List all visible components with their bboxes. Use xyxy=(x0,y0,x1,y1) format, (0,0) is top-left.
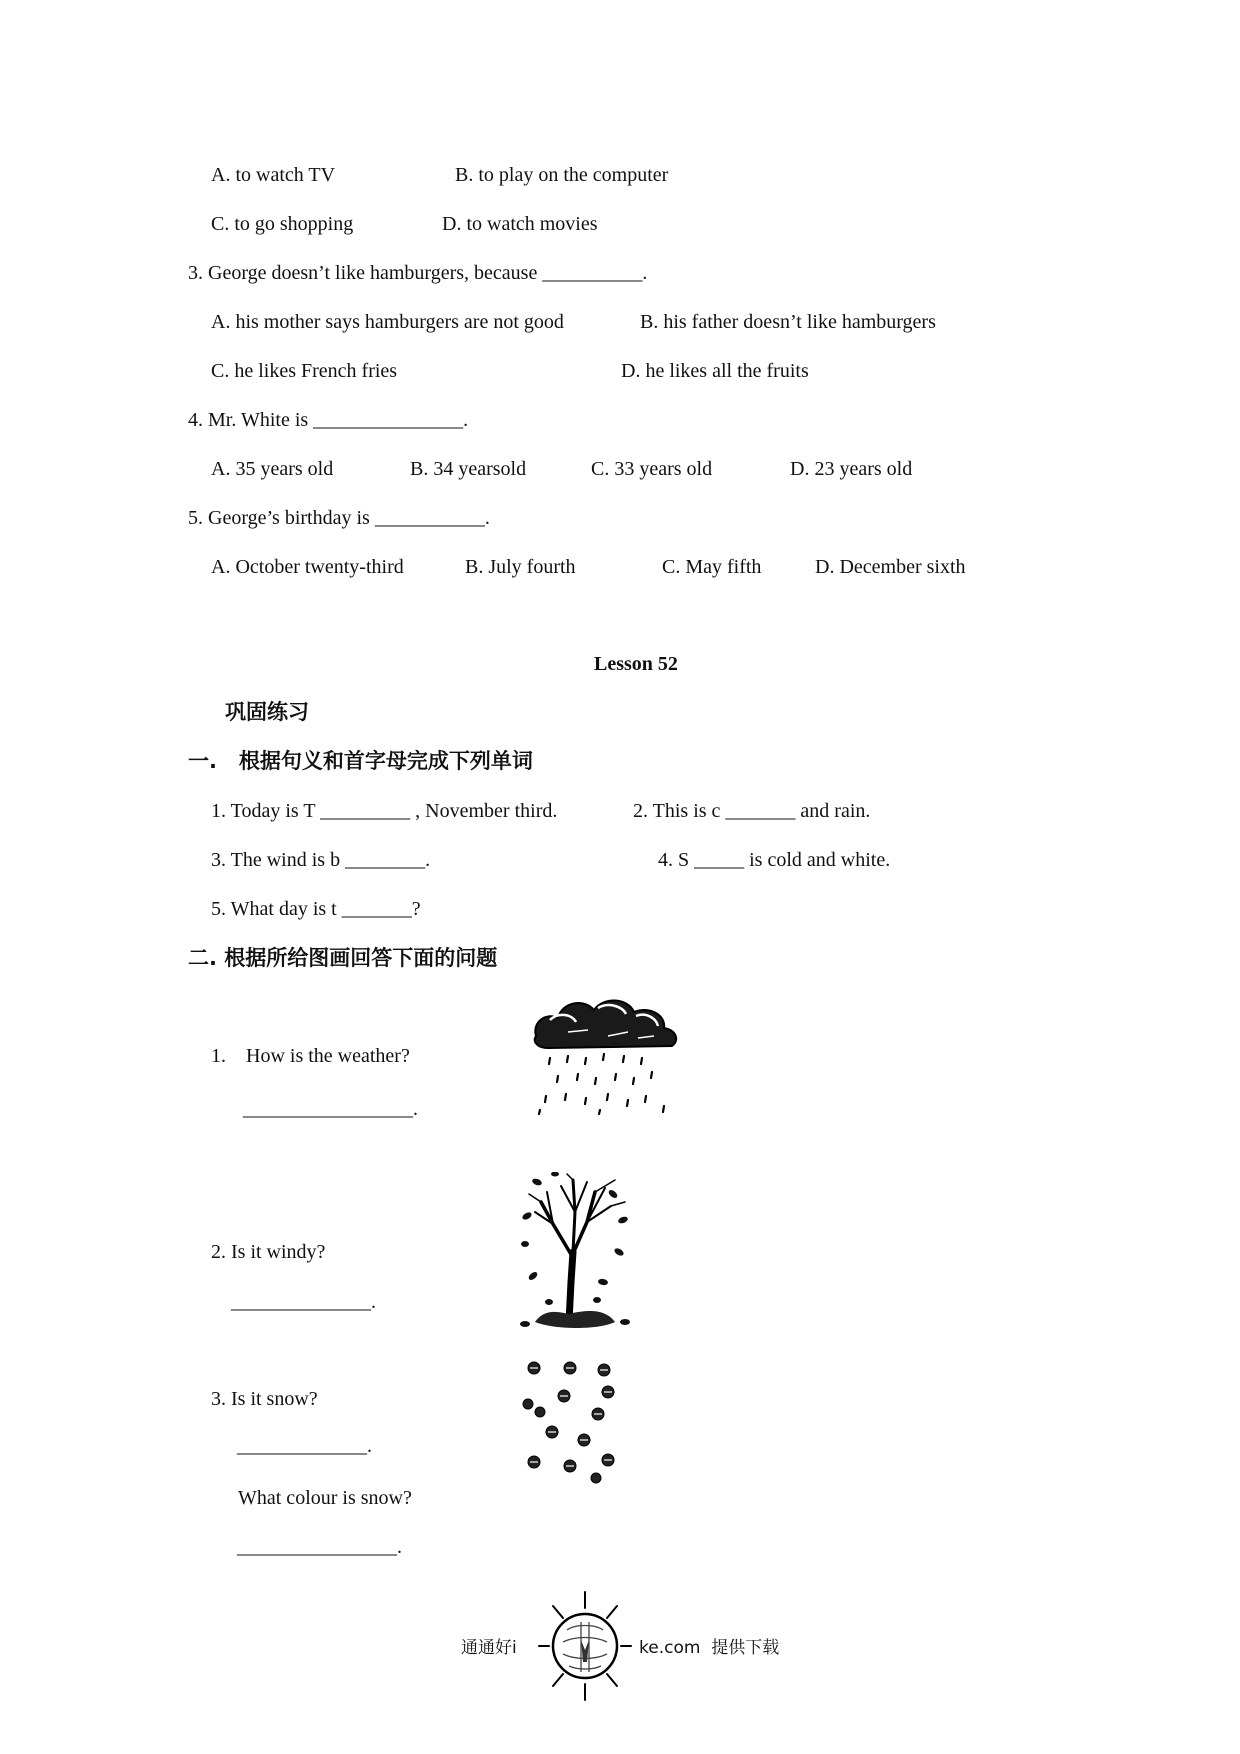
part1-item-4: 4. S _____ is cold and white. xyxy=(658,849,891,871)
sun-logo-icon xyxy=(537,1590,633,1702)
q4-option-d: D. 23 years old xyxy=(790,458,913,480)
rain-cloud-icon xyxy=(528,992,680,1120)
q3-option-a: A. his mother says hamburgers are not good xyxy=(211,311,564,333)
part2-answer-1: _________________. xyxy=(243,1098,418,1120)
q2-option-b: B. to play on the computer xyxy=(455,164,669,186)
part2-heading: 二. 根据所给图画回答下面的问题 xyxy=(188,946,498,970)
footer-text-right: ke.com 提供下载 xyxy=(639,1638,780,1658)
part1-item-5: 5. What day is t _______? xyxy=(211,898,421,920)
part1-item-2: 2. This is c _______ and rain. xyxy=(633,800,871,822)
q3-stem: 3. George doesn’t like hamburgers, because __________. xyxy=(188,262,648,284)
q4-option-c: C. 33 years old xyxy=(591,458,713,480)
q3-option-c: C. he likes French fries xyxy=(211,360,398,382)
q5-option-d: D. December sixth xyxy=(815,556,966,578)
part1-item-3: 3. The wind is b ________. xyxy=(211,849,431,871)
q5-option-c: C. May fifth xyxy=(662,556,762,578)
part2-answer-2: ______________. xyxy=(231,1291,376,1313)
q5-option-b: B. July fourth xyxy=(465,556,576,578)
part2-question-4: What colour is snow? xyxy=(238,1487,412,1509)
part2-question-2: 2. Is it windy? xyxy=(211,1241,326,1263)
lesson-subtitle: 巩固练习 xyxy=(225,700,309,724)
q5-option-a: A. October twenty-third xyxy=(211,556,404,578)
part2-question-3: 3. Is it snow? xyxy=(211,1388,318,1410)
footer-text-left: 通通好i xyxy=(461,1638,517,1658)
lesson-title: Lesson 52 xyxy=(594,653,678,675)
snowflakes-icon xyxy=(520,1360,620,1488)
windy-tree-icon xyxy=(515,1172,633,1332)
q4-option-b: B. 34 yearsold xyxy=(410,458,527,480)
part1-item-1: 1. Today is T _________ , November third. xyxy=(211,800,558,822)
q3-option-b: B. his father doesn’t like hamburgers xyxy=(640,311,936,333)
part2-question-1: 1. How is the weather? xyxy=(211,1045,410,1067)
part1-heading: 一. 根据句义和首字母完成下列单词 xyxy=(188,749,533,773)
q4-stem: 4. Mr. White is _______________. xyxy=(188,409,469,431)
part2-answer-4: ________________. xyxy=(237,1536,402,1558)
q2-option-c: C. to go shopping xyxy=(211,213,354,235)
q2-option-a: A. to watch TV xyxy=(211,164,336,186)
q5-stem: 5. George’s birthday is ___________. xyxy=(188,507,490,529)
q4-option-a: A. 35 years old xyxy=(211,458,334,480)
q2-option-d: D. to watch movies xyxy=(442,213,598,235)
part2-answer-3: _____________. xyxy=(237,1435,372,1457)
q3-option-d: D. he likes all the fruits xyxy=(621,360,809,382)
